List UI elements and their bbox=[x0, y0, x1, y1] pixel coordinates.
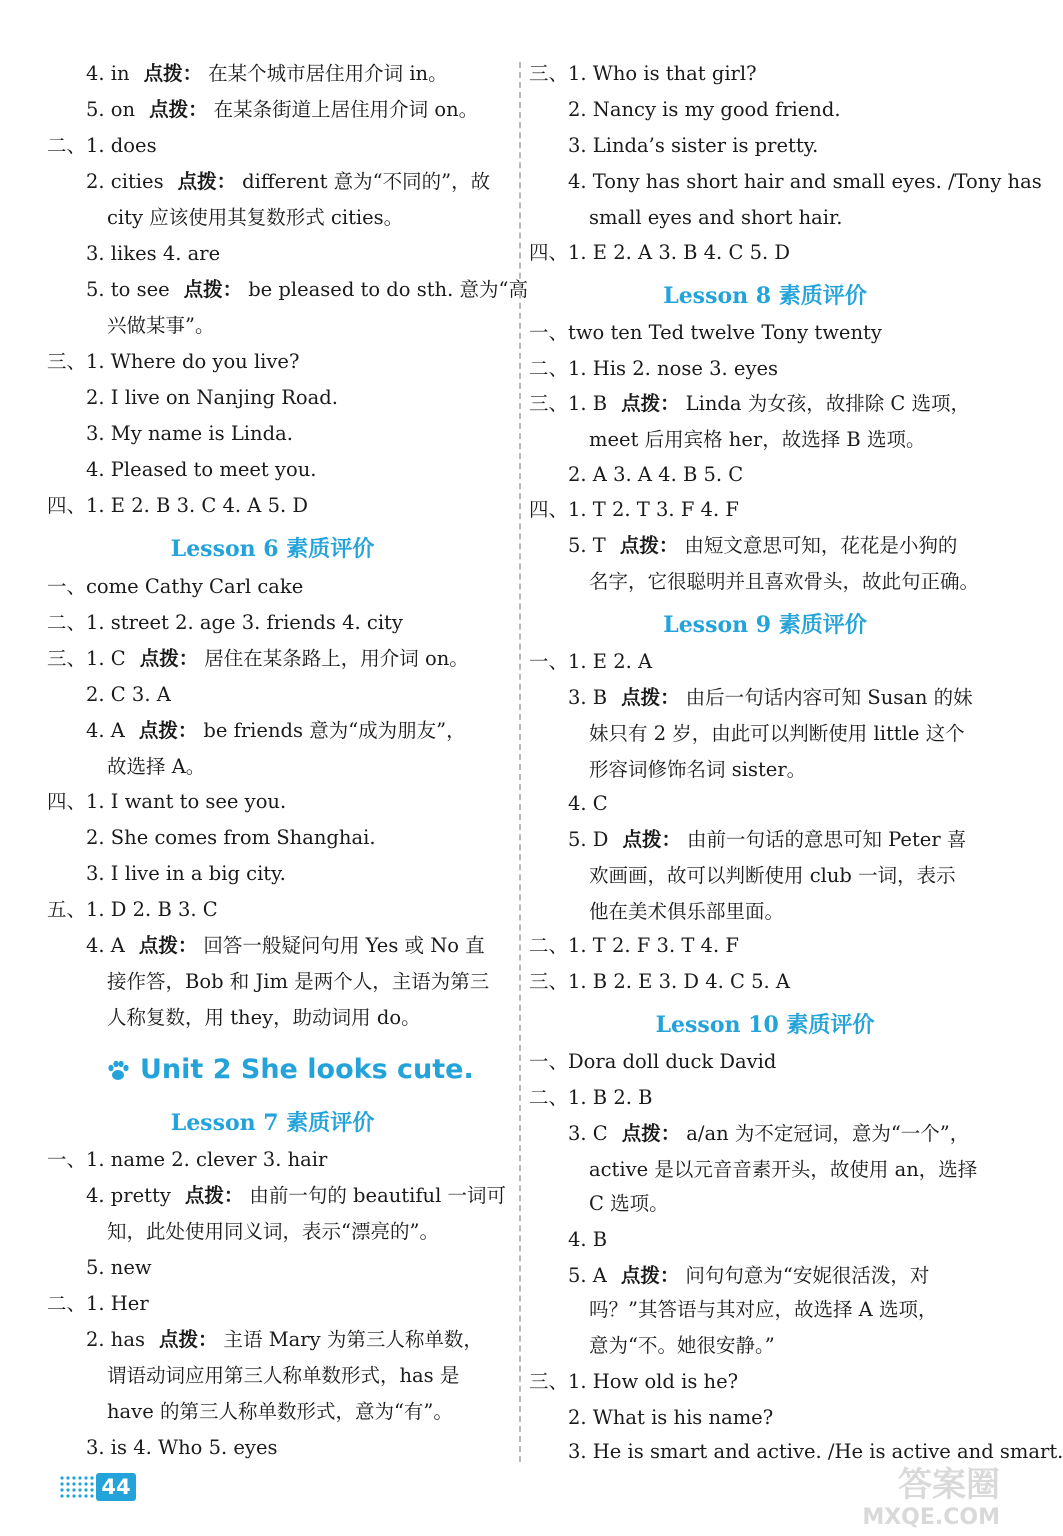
answer-text: 4. pretty bbox=[86, 1184, 171, 1207]
answer-text: 形容词修饰名词 sister。 bbox=[589, 758, 807, 781]
tip-explanation: 在某个城市居住用介词 in。 bbox=[208, 62, 448, 85]
answer-text: 5. A bbox=[568, 1264, 607, 1287]
answer-text: 三、1. How old is he? bbox=[529, 1370, 739, 1393]
answer-line bbox=[107, 1364, 459, 1388]
answer-line bbox=[568, 134, 818, 158]
answer-text: 二、1. T 2. F 3. T 4. F bbox=[529, 934, 739, 957]
answer-text: 4. A bbox=[86, 719, 125, 742]
answer-line bbox=[589, 900, 784, 924]
answer-text: 妹只有 2 岁，由此可以判断使用 little 这个 bbox=[589, 722, 965, 745]
answer-line bbox=[86, 862, 286, 886]
tip-explanation: 主语 Mary 为第三人称单数， bbox=[223, 1328, 483, 1351]
tip-label: 点拨： bbox=[619, 534, 679, 557]
answer-line bbox=[86, 458, 316, 482]
answer-line bbox=[589, 428, 925, 452]
answer-line bbox=[568, 792, 608, 816]
answer-line bbox=[107, 1220, 439, 1244]
answer-line bbox=[568, 1228, 607, 1252]
watermark-line2: MXQE.COM bbox=[862, 1505, 1000, 1530]
answer-line bbox=[529, 241, 790, 265]
answer-text: 2. C 3. A bbox=[86, 683, 171, 706]
answer-line bbox=[529, 498, 739, 522]
answer-text: 4. in bbox=[86, 62, 130, 85]
answer-text: 三、1. B 2. E 3. D 4. C 5. A bbox=[529, 970, 791, 993]
answer-line bbox=[86, 98, 478, 122]
answer-line bbox=[568, 1406, 773, 1430]
answer-line bbox=[107, 970, 489, 994]
answer-line bbox=[86, 62, 448, 86]
answer-text: 一、come Cathy Carl cake bbox=[47, 575, 304, 598]
answer-text: 3. C bbox=[568, 1122, 608, 1145]
answer-line bbox=[86, 1328, 483, 1352]
answer-line bbox=[589, 1192, 669, 1216]
tip-explanation: 在某条街道上居住用介词 on。 bbox=[213, 98, 479, 121]
answer-line bbox=[568, 463, 743, 487]
answer-text: 知，此处使用同义词，表示“漂亮的”。 bbox=[107, 1220, 439, 1243]
answer-line bbox=[589, 1158, 977, 1182]
answer-line bbox=[589, 1298, 937, 1322]
answer-line bbox=[107, 1006, 421, 1030]
answer-line bbox=[86, 1184, 506, 1208]
answer-text: city 应该使用其复数形式 cities。 bbox=[107, 206, 404, 229]
answer-text: 欢画画，故可以判断使用 club 一词，表示 bbox=[589, 864, 956, 887]
answer-line bbox=[86, 683, 171, 707]
answer-text: 3. B bbox=[568, 686, 608, 709]
answer-line bbox=[86, 386, 338, 410]
tip-label: 点拨： bbox=[143, 62, 203, 85]
tip-label: 点拨： bbox=[177, 170, 237, 193]
answer-text: 兴做某事”。 bbox=[107, 314, 215, 337]
answer-text: 3. likes 4. are bbox=[86, 242, 221, 265]
answer-line bbox=[529, 934, 739, 958]
answer-text: 4. A bbox=[86, 934, 125, 957]
answer-text: 3. is 4. Who 5. eyes bbox=[86, 1436, 278, 1459]
answer-line bbox=[568, 534, 957, 558]
page-number-dots bbox=[58, 1474, 96, 1500]
answer-line bbox=[107, 314, 214, 338]
answer-line bbox=[529, 392, 970, 416]
answer-text: 2. has bbox=[86, 1328, 145, 1351]
answer-text: 二、1. His 2. nose 3. eyes bbox=[529, 357, 779, 380]
answer-text: 意为“不。她很安静。” bbox=[589, 1334, 775, 1357]
answer-line bbox=[47, 134, 157, 158]
tip-label: 点拨： bbox=[621, 1122, 681, 1145]
answer-text: 四、1. E 2. A 3. B 4. C 5. D bbox=[529, 241, 791, 264]
answer-text: 二、1. does bbox=[47, 134, 157, 157]
answer-line bbox=[47, 494, 308, 518]
answer-line bbox=[568, 98, 841, 122]
answer-text: 2. What is his name? bbox=[568, 1406, 774, 1429]
answer-text: 一、1. E 2. A bbox=[529, 650, 653, 673]
answer-text: 他在美术俱乐部里面。 bbox=[589, 900, 785, 923]
answer-line bbox=[529, 321, 882, 345]
answer-text: C 选项。 bbox=[589, 1192, 669, 1215]
answer-text: 二、1. street 2. age 3. friends 4. city bbox=[47, 611, 403, 634]
answer-line bbox=[47, 350, 299, 374]
answer-line bbox=[47, 1292, 149, 1316]
answer-line bbox=[589, 758, 806, 782]
answer-text: 谓语动词应用第三人称单数形式，has 是 bbox=[107, 1364, 460, 1387]
answer-line bbox=[589, 864, 956, 888]
answer-line bbox=[47, 898, 218, 922]
answer-text: 5. new bbox=[86, 1256, 152, 1279]
tip-label: 点拨： bbox=[621, 686, 680, 709]
tip-explanation: 问句句意为“安妮很活泼，对 bbox=[685, 1264, 930, 1287]
lesson-heading: Lesson 8 素质评价 bbox=[663, 283, 867, 309]
answer-text: 4. C bbox=[568, 792, 608, 815]
lesson-heading: Lesson 6 素质评价 bbox=[170, 536, 375, 562]
tip-label: 点拨： bbox=[149, 98, 208, 121]
answer-line bbox=[568, 1122, 969, 1146]
answer-line bbox=[47, 1148, 327, 1172]
answer-line bbox=[589, 1334, 775, 1358]
tip-explanation: 由短文意思可知，花花是小狗的 bbox=[684, 534, 958, 557]
answer-text: 4. Tony has short hair and small eyes. /Tony has bbox=[568, 170, 1042, 193]
tip-label: 点拨： bbox=[184, 1184, 244, 1207]
answer-line bbox=[568, 1264, 929, 1288]
answer-text: 二、1. B 2. B bbox=[529, 1086, 653, 1109]
answer-text: 一、1. name 2. clever 3. hair bbox=[47, 1148, 328, 1171]
answer-line bbox=[86, 719, 466, 743]
answer-text: 四、1. I want to see you. bbox=[47, 790, 287, 813]
answer-line bbox=[529, 970, 790, 994]
answer-line bbox=[529, 650, 652, 674]
answer-text: 2. I live on Nanjing Road. bbox=[86, 386, 338, 409]
answer-line bbox=[529, 1086, 652, 1110]
answer-text: 3. Linda’s sister is pretty. bbox=[568, 134, 819, 157]
tip-explanation: 居住在某条路上，用介词 on。 bbox=[204, 647, 469, 670]
answer-line bbox=[589, 722, 965, 746]
answer-line bbox=[589, 570, 979, 594]
answer-text: 三、1. Who is that girl? bbox=[529, 62, 757, 85]
answer-text: 一、Dora doll duck David bbox=[529, 1050, 777, 1073]
answer-text: 吗？”其答语与其对应，故选择 A 选项， bbox=[589, 1298, 938, 1321]
answer-text: meet 后用宾格 her，故选择 B 选项。 bbox=[589, 428, 926, 451]
answer-text: 五、1. D 2. B 3. C bbox=[47, 898, 218, 921]
answer-text: 5. T bbox=[568, 534, 606, 557]
tip-explanation: Linda 为女孩，故排除 C 选项， bbox=[685, 392, 971, 415]
tip-label: 点拨： bbox=[621, 392, 680, 415]
tip-label: 点拨： bbox=[138, 934, 198, 957]
answer-text: 3. I live in a big city. bbox=[86, 862, 286, 885]
tip-label: 点拨： bbox=[159, 1328, 218, 1351]
tip-explanation: 由前一句的 beautiful 一词可 bbox=[249, 1184, 507, 1207]
answer-line bbox=[47, 611, 403, 635]
tip-label: 点拨： bbox=[183, 278, 243, 301]
paw-icon bbox=[106, 1059, 130, 1083]
answer-line bbox=[86, 278, 528, 302]
lesson-heading: Lesson 10 素质评价 bbox=[655, 1012, 875, 1038]
answer-text: 5. to see bbox=[86, 278, 170, 301]
page-number: 44 bbox=[96, 1473, 136, 1501]
answer-text: 2. Nancy is my good friend. bbox=[568, 98, 841, 121]
answer-text: 故选择 A。 bbox=[107, 755, 206, 778]
answer-line bbox=[47, 575, 303, 599]
answer-text: 4. B bbox=[568, 1228, 608, 1251]
answer-line bbox=[529, 1370, 738, 1394]
answer-text: 2. A 3. A 4. B 5. C bbox=[568, 463, 744, 486]
answer-text: 4. Pleased to meet you. bbox=[86, 458, 317, 481]
answer-text: 一、two ten Ted twelve Tony twenty bbox=[529, 321, 882, 344]
watermark-line1: 答案圈 bbox=[898, 1465, 1000, 1505]
tip-label: 点拨： bbox=[138, 719, 198, 742]
answer-line bbox=[107, 755, 205, 779]
answer-line bbox=[568, 686, 973, 710]
lesson-heading: Lesson 9 素质评价 bbox=[663, 612, 867, 638]
answer-text: 名字，它很聪明并且喜欢骨头，故此句正确。 bbox=[589, 570, 980, 593]
answer-text: 三、1. Where do you live? bbox=[47, 350, 300, 373]
answer-line bbox=[86, 934, 485, 958]
tip-label: 点拨： bbox=[622, 828, 681, 851]
answer-line bbox=[568, 170, 1042, 194]
answer-text: small eyes and short hair. bbox=[589, 206, 843, 229]
tip-explanation: 由后一句话内容可知 Susan 的妹 bbox=[685, 686, 973, 709]
tip-explanation: different 意为“不同的”，故 bbox=[242, 170, 491, 193]
answer-text: 3. My name is Linda. bbox=[86, 422, 293, 445]
answer-line bbox=[529, 1050, 776, 1074]
answer-line bbox=[107, 1400, 453, 1424]
answer-line bbox=[86, 1436, 278, 1460]
answer-line bbox=[589, 206, 842, 230]
answer-line bbox=[86, 242, 220, 266]
answer-text: active 是以元音音素开头，故使用 an，选择 bbox=[589, 1158, 978, 1181]
answer-text: 3. He is smart and active. /He is active and smart. bbox=[568, 1440, 1063, 1463]
answer-line bbox=[529, 62, 757, 86]
answer-text: 二、1. Her bbox=[47, 1292, 149, 1315]
answer-text: 四、1. T 2. T 3. F 4. F bbox=[529, 498, 739, 521]
answer-line bbox=[107, 206, 403, 230]
answer-text: have 的第三人称单数形式，意为“有”。 bbox=[107, 1400, 453, 1423]
answer-text: 四、1. E 2. B 3. C 4. A 5. D bbox=[47, 494, 309, 517]
answer-line bbox=[86, 1256, 152, 1280]
answer-line bbox=[568, 828, 966, 852]
answer-text: 5. D bbox=[568, 828, 609, 851]
answer-line bbox=[86, 826, 376, 850]
answer-text: 三、1. B bbox=[529, 392, 608, 415]
answer-text: 2. cities bbox=[86, 170, 164, 193]
answer-line bbox=[86, 170, 490, 194]
answer-line bbox=[529, 357, 778, 381]
tip-label: 点拨： bbox=[139, 647, 199, 670]
unit-title bbox=[106, 1054, 474, 1085]
answer-text: 人称复数，用 they，助动词用 do。 bbox=[107, 1006, 421, 1029]
tip-explanation: be pleased to do sth. 意为“高 bbox=[248, 278, 528, 301]
tip-label: 点拨： bbox=[620, 1264, 680, 1287]
unit-title-text: Unit 2 She looks cute. bbox=[140, 1054, 474, 1085]
answer-line bbox=[47, 647, 469, 671]
tip-explanation: 回答一般疑问句用 Yes 或 No 直 bbox=[203, 934, 485, 957]
answer-text: 接作答，Bob 和 Jim 是两个人，主语为第三 bbox=[107, 970, 490, 993]
tip-explanation: be friends 意为“成为朋友”， bbox=[203, 719, 466, 742]
answer-line bbox=[86, 422, 293, 446]
answer-text: 5. on bbox=[86, 98, 136, 121]
watermark-logo bbox=[830, 1460, 1005, 1530]
tip-explanation: 由前一句话的意思可知 Peter 喜 bbox=[686, 828, 967, 851]
tip-explanation: a/an 为不定冠词，意为“一个”， bbox=[686, 1122, 970, 1145]
answer-text: 三、1. C bbox=[47, 647, 126, 670]
lesson-heading: Lesson 7 素质评价 bbox=[170, 1110, 375, 1136]
answer-text: 2. She comes from Shanghai. bbox=[86, 826, 376, 849]
answer-line bbox=[47, 790, 286, 814]
column-divider bbox=[519, 62, 521, 1462]
